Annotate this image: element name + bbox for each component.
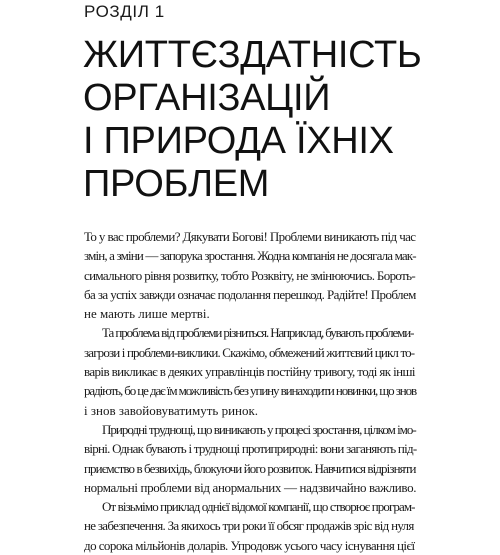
chapter-title xyxy=(83,34,422,206)
chapter-title-line: ОРГАНІЗАЦІЙ xyxy=(83,77,331,119)
paragraph-line: і знов завойовуватимуть ринок. xyxy=(84,402,259,418)
paragraph-line: загрози і проблеми-виклики. Скажімо, обмежений життєвий цикл то- xyxy=(84,344,415,360)
body-text xyxy=(84,227,416,555)
chapter-label: РОЗДІЛ 1 xyxy=(84,2,165,21)
paragraph-line: не забезпечення. За якихось три роки її обсяг продажів зріс від нуля xyxy=(84,518,414,534)
paragraph-line: Та проблема від проблеми різниться. Наприклад, бувають проблеми- xyxy=(102,325,414,341)
paragraph-line: вірні. Однак бувають і труднощі протиприродні: вони заганяють під- xyxy=(84,441,417,457)
paragraph-line: приємство в безвихідь, блокуючи його розвиток. Навчитися відрізняти xyxy=(84,460,416,476)
paragraph-line: нормальні проблеми від анормальних — надзвичайно важливо. xyxy=(84,479,417,495)
paragraph-line: радіють, бо це дає їм можливість без упину винаходити новинки, що знов xyxy=(84,383,417,399)
paragraph-line: Природні труднощі, що виникають у процесі зростання, цілком імо- xyxy=(102,421,416,437)
paragraph-line: до сорока мільйонів доларів. Упродовж усього часу існування цієї xyxy=(84,537,415,553)
chapter-title-line: ЖИТТЄЗДАТНІСТЬ xyxy=(83,34,422,76)
paragraph-line: не мають лише мертві. xyxy=(84,306,210,322)
paragraph-line: варів викликає в деяких управлінців постійну тривогу, тоді як інші xyxy=(84,364,415,380)
chapter-title-line: І ПРИРОДА ЇХНІХ xyxy=(83,120,394,162)
paragraph-line: От візьмімо приклад однієї відомої компанії, що створює програм- xyxy=(102,499,415,515)
paragraph-line: ба за успіх завжди означає подолання перешкод. Радійте! Проблем xyxy=(84,286,416,302)
paragraph-line: симального рівня розвитку, тобто Розквіту, не змінюючись. Бороть- xyxy=(84,267,416,283)
paragraph-line: То у вас проблеми? Дякувати Богові! Проблеми виникають під час xyxy=(84,229,416,244)
paragraph-line: змін, а зміни — запорука зростання. Жодна компанія не досягала мак- xyxy=(84,248,416,264)
chapter-title-line: ПРОБЛЕМ xyxy=(83,163,270,205)
